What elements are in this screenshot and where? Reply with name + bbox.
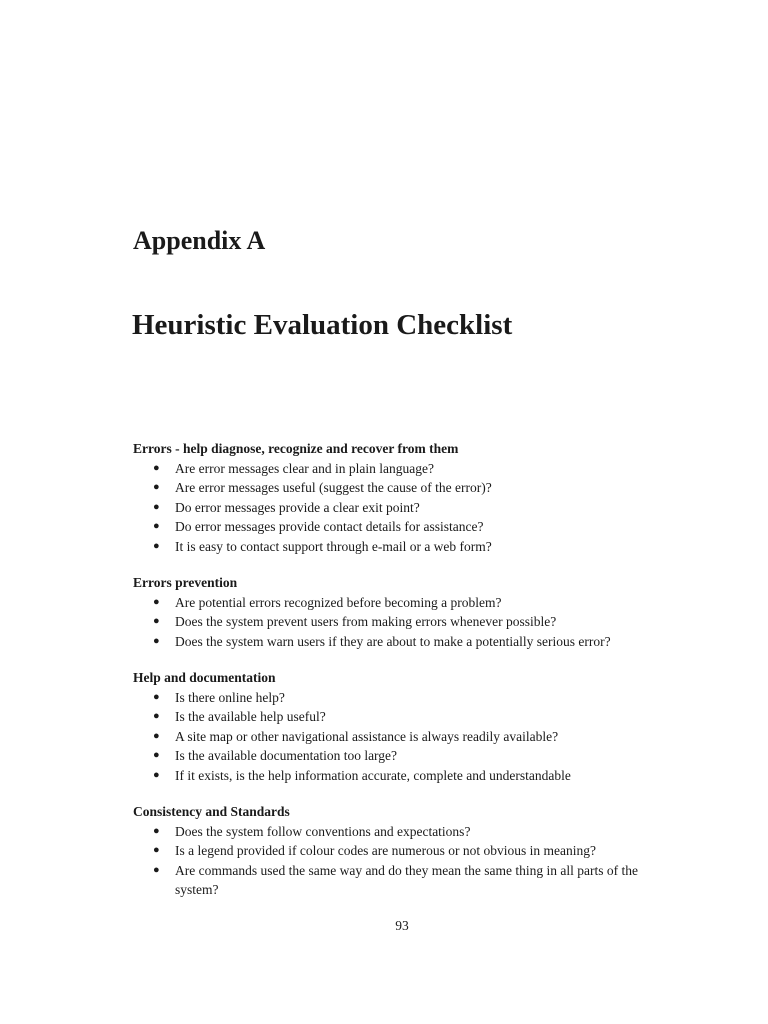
list-item: [133, 707, 673, 727]
bullet-icon: ●: [153, 520, 160, 532]
list-item-text: Is the available help useful?: [175, 709, 326, 724]
list-item: [133, 593, 673, 613]
list-item: [133, 727, 673, 747]
bullet-icon: ●: [153, 461, 160, 474]
list-item-text: Are error messages clear and in plain language?: [175, 460, 435, 476]
list-item-text: Does the system warn users if they are about to make a potentially serious error?: [175, 633, 611, 649]
list-item-text: Is a legend provided if colour codes are numerous or not obvious in meaning?: [175, 843, 597, 858]
list-item: [133, 498, 673, 518]
section-help-documentation: [133, 668, 673, 785]
list-item-text: Does the system prevent users from making errors whenever possible?: [175, 614, 557, 629]
list-item: [133, 612, 673, 632]
bullet-icon: ●: [153, 844, 160, 856]
section-errors-prevention: [133, 573, 673, 651]
list-item: [133, 632, 673, 652]
list-item: [133, 459, 673, 479]
checklist-sections: [133, 439, 673, 917]
bullet-icon: ●: [153, 595, 160, 608]
list-item-text: Is the available documentation too large?: [175, 748, 398, 763]
list-item-text: It is easy to contact support through e-mail or a web form?: [175, 538, 492, 554]
list-item-text: Are potential errors recognized before becoming a problem?: [175, 594, 502, 610]
bullet-list: [133, 459, 673, 557]
bullet-icon: ●: [153, 710, 160, 722]
list-item-text: Are commands used the same way and do they mean the same thing in all parts of the system?: [175, 862, 638, 897]
list-item: [133, 688, 673, 708]
list-item: [133, 822, 673, 842]
bullet-icon: ●: [153, 481, 160, 493]
bullet-icon: ●: [153, 615, 160, 627]
section-errors-recovery: [133, 439, 673, 556]
list-item-text: Are error messages useful (suggest the cause of the error)?: [175, 480, 492, 495]
list-item: [133, 861, 673, 900]
list-item: [133, 478, 673, 498]
bullet-icon: ●: [153, 824, 160, 837]
bullet-icon: ●: [153, 690, 160, 703]
bullet-list: [133, 822, 673, 900]
list-item-text: Do error messages provide contact details for assistance?: [175, 519, 484, 534]
section-heading: Errors prevention: [133, 575, 238, 590]
section-heading: Help and documentation: [133, 670, 276, 685]
list-item-text: A site map or other navigational assistance is always readily available?: [175, 728, 559, 744]
page-number: 93: [395, 918, 409, 933]
section-consistency-standards: [133, 802, 673, 900]
list-item-text: Is there online help?: [175, 689, 285, 705]
list-item-text: Do error messages provide a clear exit point?: [175, 499, 420, 515]
bullet-icon: ●: [153, 768, 160, 781]
list-item-text: Does the system follow conventions and expectations?: [175, 823, 471, 839]
bullet-icon: ●: [153, 539, 160, 552]
bullet-icon: ●: [153, 500, 160, 513]
bullet-list: [133, 593, 673, 652]
bullet-list: [133, 688, 673, 786]
list-item-text: If it exists, is the help information accurate, complete and understandable: [175, 767, 571, 783]
bullet-icon: ●: [153, 863, 160, 876]
list-item: [133, 766, 673, 786]
bullet-icon: ●: [153, 729, 160, 742]
list-item: [133, 746, 673, 766]
chapter-title: Heuristic Evaluation Checklist: [132, 309, 513, 341]
list-item: [133, 517, 673, 537]
section-heading: Errors - help diagnose, recognize and recover from them: [133, 441, 459, 456]
list-item: [133, 841, 673, 861]
bullet-icon: ●: [153, 749, 160, 761]
appendix-label: Appendix A: [133, 226, 266, 255]
section-heading: Consistency and Standards: [133, 804, 290, 819]
bullet-icon: ●: [153, 634, 160, 647]
list-item: [133, 537, 673, 557]
